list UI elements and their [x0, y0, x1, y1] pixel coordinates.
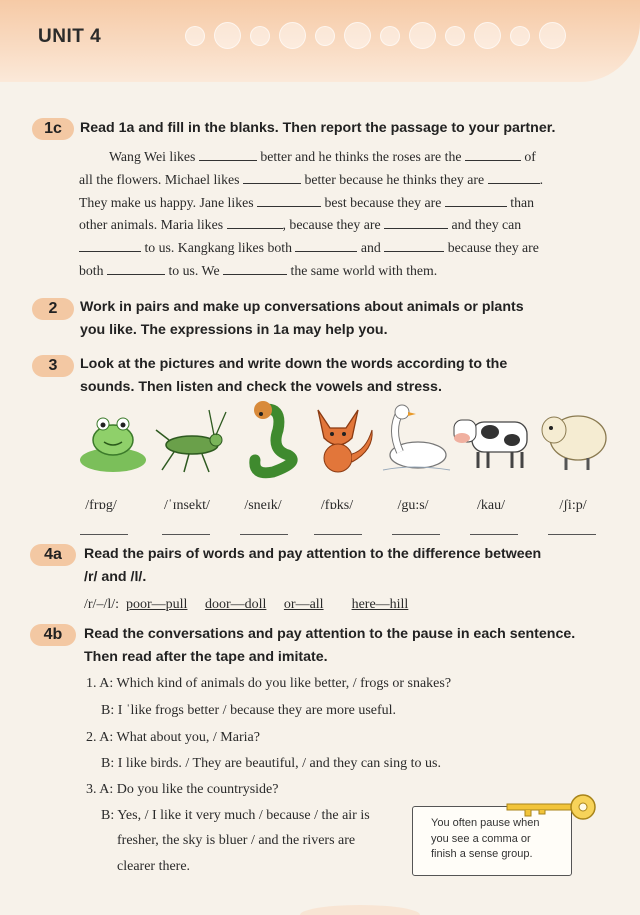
section-label-1c: 1c: [32, 118, 74, 140]
blank[interactable]: [384, 215, 448, 229]
unit-header: [0, 0, 640, 82]
tip-note: You often pause when you see a comma or finish a sense group.: [412, 806, 572, 876]
phonetic: /kau/: [477, 498, 505, 513]
section-label-3: 3: [32, 355, 74, 377]
blank[interactable]: [243, 170, 301, 184]
word-pairs: /r/–/l/: poor—pull door—doll or—all here—hill: [84, 597, 409, 612]
conversation-line: 1. A: Which kind of animals do you like better, / frogs or snakes?: [86, 676, 452, 691]
answer-line[interactable]: [392, 534, 440, 535]
sheep-icon: [538, 400, 608, 475]
conversation-line: 2. A: What about you, / Maria?: [86, 730, 260, 745]
blank[interactable]: [295, 238, 357, 252]
blank[interactable]: [257, 193, 321, 207]
conversation-line: B: I like birds. / They are beautiful, / and they can sing to us.: [101, 756, 441, 771]
phonetic: /ˈɪnsekt/: [164, 498, 210, 513]
instruction-4b: Read the conversations and pay attention to the pause in each sentence. Then read after the tape and imitate.: [84, 626, 576, 665]
phonetic: /sneɪk/: [244, 498, 282, 513]
goose-icon: [378, 400, 453, 475]
conversation-line: B: Yes, / I like it very much / because / the air is: [101, 808, 370, 823]
blank[interactable]: [107, 261, 165, 275]
blank[interactable]: [445, 193, 507, 207]
blank[interactable]: [488, 170, 540, 184]
header-decoration: [185, 22, 566, 49]
blank[interactable]: [384, 238, 444, 252]
conversation-line: clearer there.: [117, 859, 191, 874]
phonetic: /gu:s/: [397, 498, 429, 513]
section-label-4b: 4b: [30, 624, 76, 646]
answer-line[interactable]: [240, 534, 288, 535]
passage-1c: Wang Wei likes better and he thinks the roses are the of all the flowers. Michael likes better because he thinks they are . They make us happy. Jane likes best because they are than other animals. Maria likes , because they are and they can to us. Kangkang likes both and because they are both to us. We the same world with them.: [79, 149, 544, 278]
answer-line[interactable]: [548, 534, 596, 535]
unit-title: UNIT 4: [38, 26, 102, 47]
phonetic: /ʃi:p/: [559, 498, 587, 513]
animal-pictures: [78, 400, 608, 480]
blank[interactable]: [199, 147, 257, 161]
instruction-1c: Read 1a and fill in the blanks. Then report the passage to your partner.: [80, 120, 556, 136]
phonetic: /frɒg/: [85, 498, 117, 513]
page-decoration: [300, 905, 420, 915]
conversation-line: 3. A: Do you like the countryside?: [86, 782, 279, 797]
instruction-3: Look at the pictures and write down the words according to the sounds. Then listen and check the vowels and stress.: [80, 356, 508, 395]
key-icon: [505, 792, 605, 822]
phonetic: /fɒks/: [320, 498, 354, 513]
fox-icon: [308, 400, 378, 475]
insect-icon: [154, 400, 229, 475]
answer-line[interactable]: [470, 534, 518, 535]
frog-icon: [78, 400, 148, 475]
section-label-4a: 4a: [30, 544, 76, 566]
conversation-line: fresher, the sky is bluer / and the rivers are: [117, 833, 356, 848]
section-label-2: 2: [32, 298, 74, 320]
blank[interactable]: [79, 238, 141, 252]
conversation-line: B: I ˈlike frogs better / because they are more useful.: [101, 703, 397, 718]
snake-icon: [243, 400, 303, 480]
answer-line[interactable]: [314, 534, 362, 535]
instruction-4a: Read the pairs of words and pay attention to the difference between /r/ and /l/.: [84, 546, 542, 585]
blank[interactable]: [465, 147, 521, 161]
blank[interactable]: [227, 215, 283, 229]
cow-icon: [450, 400, 535, 475]
blank[interactable]: [223, 261, 287, 275]
answer-line[interactable]: [162, 534, 210, 535]
answer-line[interactable]: [80, 534, 128, 535]
instruction-2: Work in pairs and make up conversations about animals or plants you like. The expressions in 1a may help you.: [80, 299, 524, 338]
